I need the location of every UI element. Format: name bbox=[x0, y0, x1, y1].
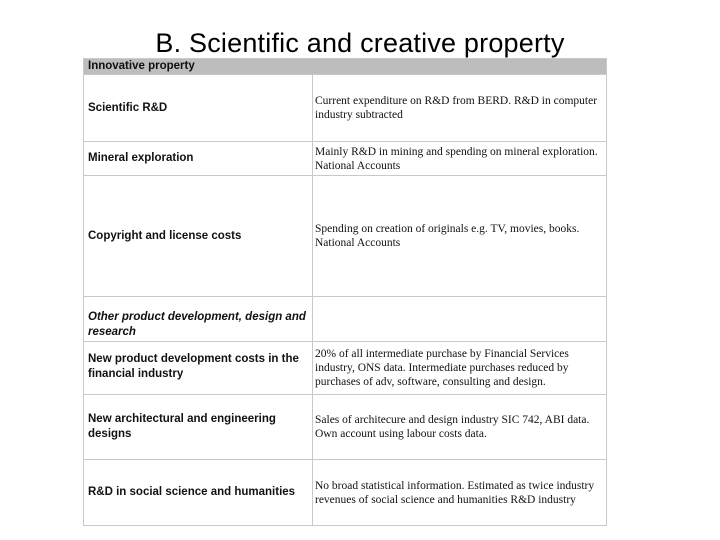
table-row bbox=[84, 297, 607, 342]
row-description: 20% of all intermediate purchase by Financial Services industry, ONS data. Intermediate purchases reduced by purchases of adv, software, consulting and design. bbox=[313, 342, 607, 395]
table-row bbox=[84, 75, 607, 142]
table-header-cell: Innovative property bbox=[84, 59, 607, 75]
row-description bbox=[313, 297, 607, 342]
row-description: Sales of architecure and design industry SIC 742, ABI data. Own account using labour costs data. bbox=[313, 395, 607, 460]
row-description: No broad statistical information. Estimated as twice industry revenues of social science and humanities R&D industry bbox=[313, 460, 607, 526]
row-label: Scientific R&D bbox=[84, 75, 313, 142]
row-description: Current expenditure on R&D from BERD. R&D in computer industry subtracted bbox=[313, 75, 607, 142]
table-row bbox=[84, 142, 607, 176]
row-label: New product development costs in the financial industry bbox=[84, 342, 313, 395]
row-label: R&D in social science and humanities bbox=[84, 460, 313, 526]
row-label: Other product development, design and research bbox=[84, 297, 313, 342]
innovative-property-table bbox=[83, 58, 607, 526]
table-row bbox=[84, 176, 607, 297]
row-description: Mainly R&D in mining and spending on mineral exploration. National Accounts bbox=[313, 142, 607, 176]
table-row bbox=[84, 342, 607, 395]
table-row bbox=[84, 395, 607, 460]
row-label: New architectural and engineering designs bbox=[84, 395, 313, 460]
row-label: Copyright and license costs bbox=[84, 176, 313, 297]
row-label: Mineral exploration bbox=[84, 142, 313, 176]
table-row bbox=[84, 460, 607, 526]
slide-title: B. Scientific and creative property bbox=[155, 28, 565, 58]
table-header-row bbox=[84, 59, 607, 75]
row-description: Spending on creation of originals e.g. TV, movies, books. National Accounts bbox=[313, 176, 607, 297]
